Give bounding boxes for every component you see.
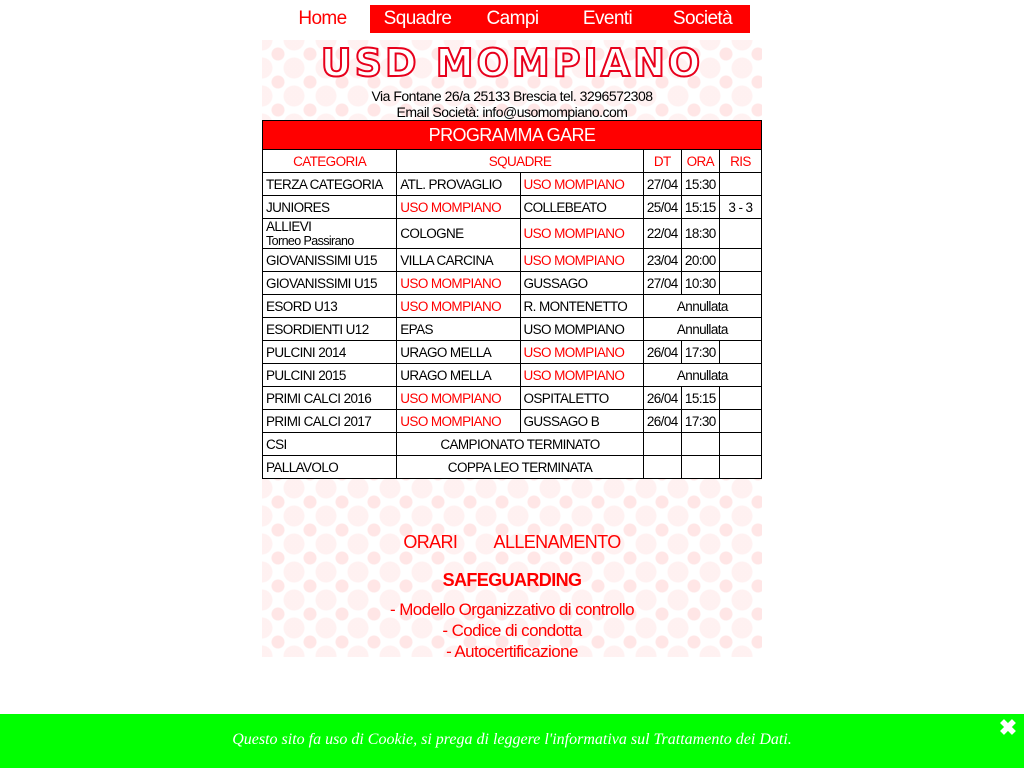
row-home-team: URAGO MELLA: [397, 341, 520, 364]
row-away-team: GUSSAGO: [520, 272, 643, 295]
row-home-team: USO MOMPIANO: [397, 196, 520, 219]
table-row: [263, 456, 762, 479]
row-away-team: USO MOMPIANO: [520, 364, 643, 387]
row-home-team: USO MOMPIANO: [397, 295, 520, 318]
row-time: 15:15: [681, 387, 719, 410]
modello-organizzativo-link[interactable]: - Modello Organizzativo di controllo: [390, 600, 634, 619]
row-home-team: ATL. PROVAGLIO: [397, 173, 520, 196]
table-row: [263, 173, 762, 196]
table-row: [263, 219, 762, 249]
row-time: [681, 433, 719, 456]
row-away-team: USO MOMPIANO: [520, 219, 643, 249]
row-away-team: COLLEBEATO: [520, 196, 643, 219]
table-title: PROGRAMMA GARE: [263, 121, 762, 150]
row-time: 17:30: [681, 341, 719, 364]
row-status: Annullata: [643, 295, 761, 318]
table-row: [263, 433, 762, 456]
row-away-team: USO MOMPIANO: [520, 341, 643, 364]
row-home-team: USO MOMPIANO: [397, 272, 520, 295]
autocertificazione-link[interactable]: - Autocertificazione: [446, 642, 578, 661]
row-date: 26/04: [643, 410, 681, 433]
club-address: Via Fontane 26/a 25133 Brescia tel. 3296572308: [371, 88, 653, 104]
table-row: [263, 410, 762, 433]
safeguarding-link[interactable]: SAFEGUARDING: [442, 570, 582, 590]
row-date: 22/04: [643, 219, 681, 249]
row-result: [719, 272, 761, 295]
row-time: 17:30: [681, 410, 719, 433]
row-time: 15:30: [681, 173, 719, 196]
match-schedule-table: [262, 120, 762, 479]
row-date: 26/04: [643, 387, 681, 410]
row-date: [643, 456, 681, 479]
row-result: [719, 219, 761, 249]
row-home-team: COLOGNE: [397, 219, 520, 249]
header-categoria: CATEGORIA: [263, 150, 397, 173]
cookie-message: Questo sito fa uso di Cookie, si prega di leggere l'informativa sul Trattamento dei Dati.: [232, 731, 792, 748]
row-date: 23/04: [643, 249, 681, 272]
row-time: 18:30: [681, 219, 719, 249]
row-category-sub: Torneo Passirano: [266, 234, 354, 248]
row-category: PRIMI CALCI 2017: [263, 410, 397, 433]
row-away-team: GUSSAGO B: [520, 410, 643, 433]
table-row: [263, 341, 762, 364]
row-date: [643, 433, 681, 456]
cookie-banner: [0, 714, 1024, 768]
table-row: [263, 364, 762, 387]
table-row: [263, 318, 762, 341]
row-date: 27/04: [643, 272, 681, 295]
row-time: 20:00: [681, 249, 719, 272]
row-home-team: USO MOMPIANO: [397, 387, 520, 410]
header-ora: ORA: [681, 150, 719, 173]
club-logo: USD MOMPIANO: [320, 41, 704, 85]
row-category: [263, 219, 397, 249]
row-date: 26/04: [643, 341, 681, 364]
row-result: [719, 410, 761, 433]
row-category: PALLAVOLO: [263, 456, 397, 479]
nav-eventi[interactable]: Eventi: [560, 5, 655, 33]
row-home-team: URAGO MELLA: [397, 364, 520, 387]
table-row: [263, 249, 762, 272]
table-row: [263, 387, 762, 410]
orari-allenamento-link[interactable]: ORARI ALLENAMENTO: [403, 532, 621, 552]
row-category: CSI: [263, 433, 397, 456]
row-time: 10:30: [681, 272, 719, 295]
row-home-team: EPAS: [397, 318, 520, 341]
nav-squadre[interactable]: Squadre: [370, 5, 465, 33]
table-row: [263, 196, 762, 219]
row-category: PULCINI 2015: [263, 364, 397, 387]
row-category: JUNIORES: [263, 196, 397, 219]
header-squadre: SQUADRE: [397, 150, 643, 173]
header-dt: DT: [643, 150, 681, 173]
row-category: PRIMI CALCI 2016: [263, 387, 397, 410]
main-nav: [275, 5, 750, 33]
row-category: PULCINI 2014: [263, 341, 397, 364]
row-away-team: OSPITALETTO: [520, 387, 643, 410]
row-result: [719, 433, 761, 456]
row-status: Annullata: [643, 318, 761, 341]
row-result: 3 - 3: [719, 196, 761, 219]
table-row: [263, 272, 762, 295]
nav-societa[interactable]: Società: [655, 5, 750, 33]
row-away-team: USO MOMPIANO: [520, 318, 643, 341]
row-home-team: USO MOMPIANO: [397, 410, 520, 433]
row-away-team: R. MONTENETTO: [520, 295, 643, 318]
nav-home[interactable]: Home: [275, 5, 370, 33]
row-result: [719, 249, 761, 272]
row-away-team: USO MOMPIANO: [520, 173, 643, 196]
close-icon[interactable]: ✖: [998, 715, 1018, 740]
row-away-team: USO MOMPIANO: [520, 249, 643, 272]
row-category: TERZA CATEGORIA: [263, 173, 397, 196]
row-category: ESORD U13: [263, 295, 397, 318]
row-result: [719, 456, 761, 479]
row-date: 27/04: [643, 173, 681, 196]
row-home-team: VILLA CARCINA: [397, 249, 520, 272]
row-category-main: ALLIEVI: [266, 219, 312, 234]
row-category: GIOVANISSIMI U15: [263, 249, 397, 272]
row-time: [681, 456, 719, 479]
row-result: [719, 173, 761, 196]
row-date: 25/04: [643, 196, 681, 219]
club-email: Email Società: info@usomompiano.com: [396, 104, 628, 120]
table-row: [263, 295, 762, 318]
row-result: [719, 387, 761, 410]
row-result: [719, 341, 761, 364]
row-category: ESORDIENTI U12: [263, 318, 397, 341]
row-status: Annullata: [643, 364, 761, 387]
header-ris: RIS: [719, 150, 761, 173]
row-category: GIOVANISSIMI U15: [263, 272, 397, 295]
row-time: 15:15: [681, 196, 719, 219]
nav-campi[interactable]: Campi: [465, 5, 560, 33]
codice-condotta-link[interactable]: - Codice di condotta: [442, 621, 582, 640]
row-note: CAMPIONATO TERMINATO: [397, 433, 643, 456]
row-note: COPPA LEO TERMINATA: [397, 456, 643, 479]
